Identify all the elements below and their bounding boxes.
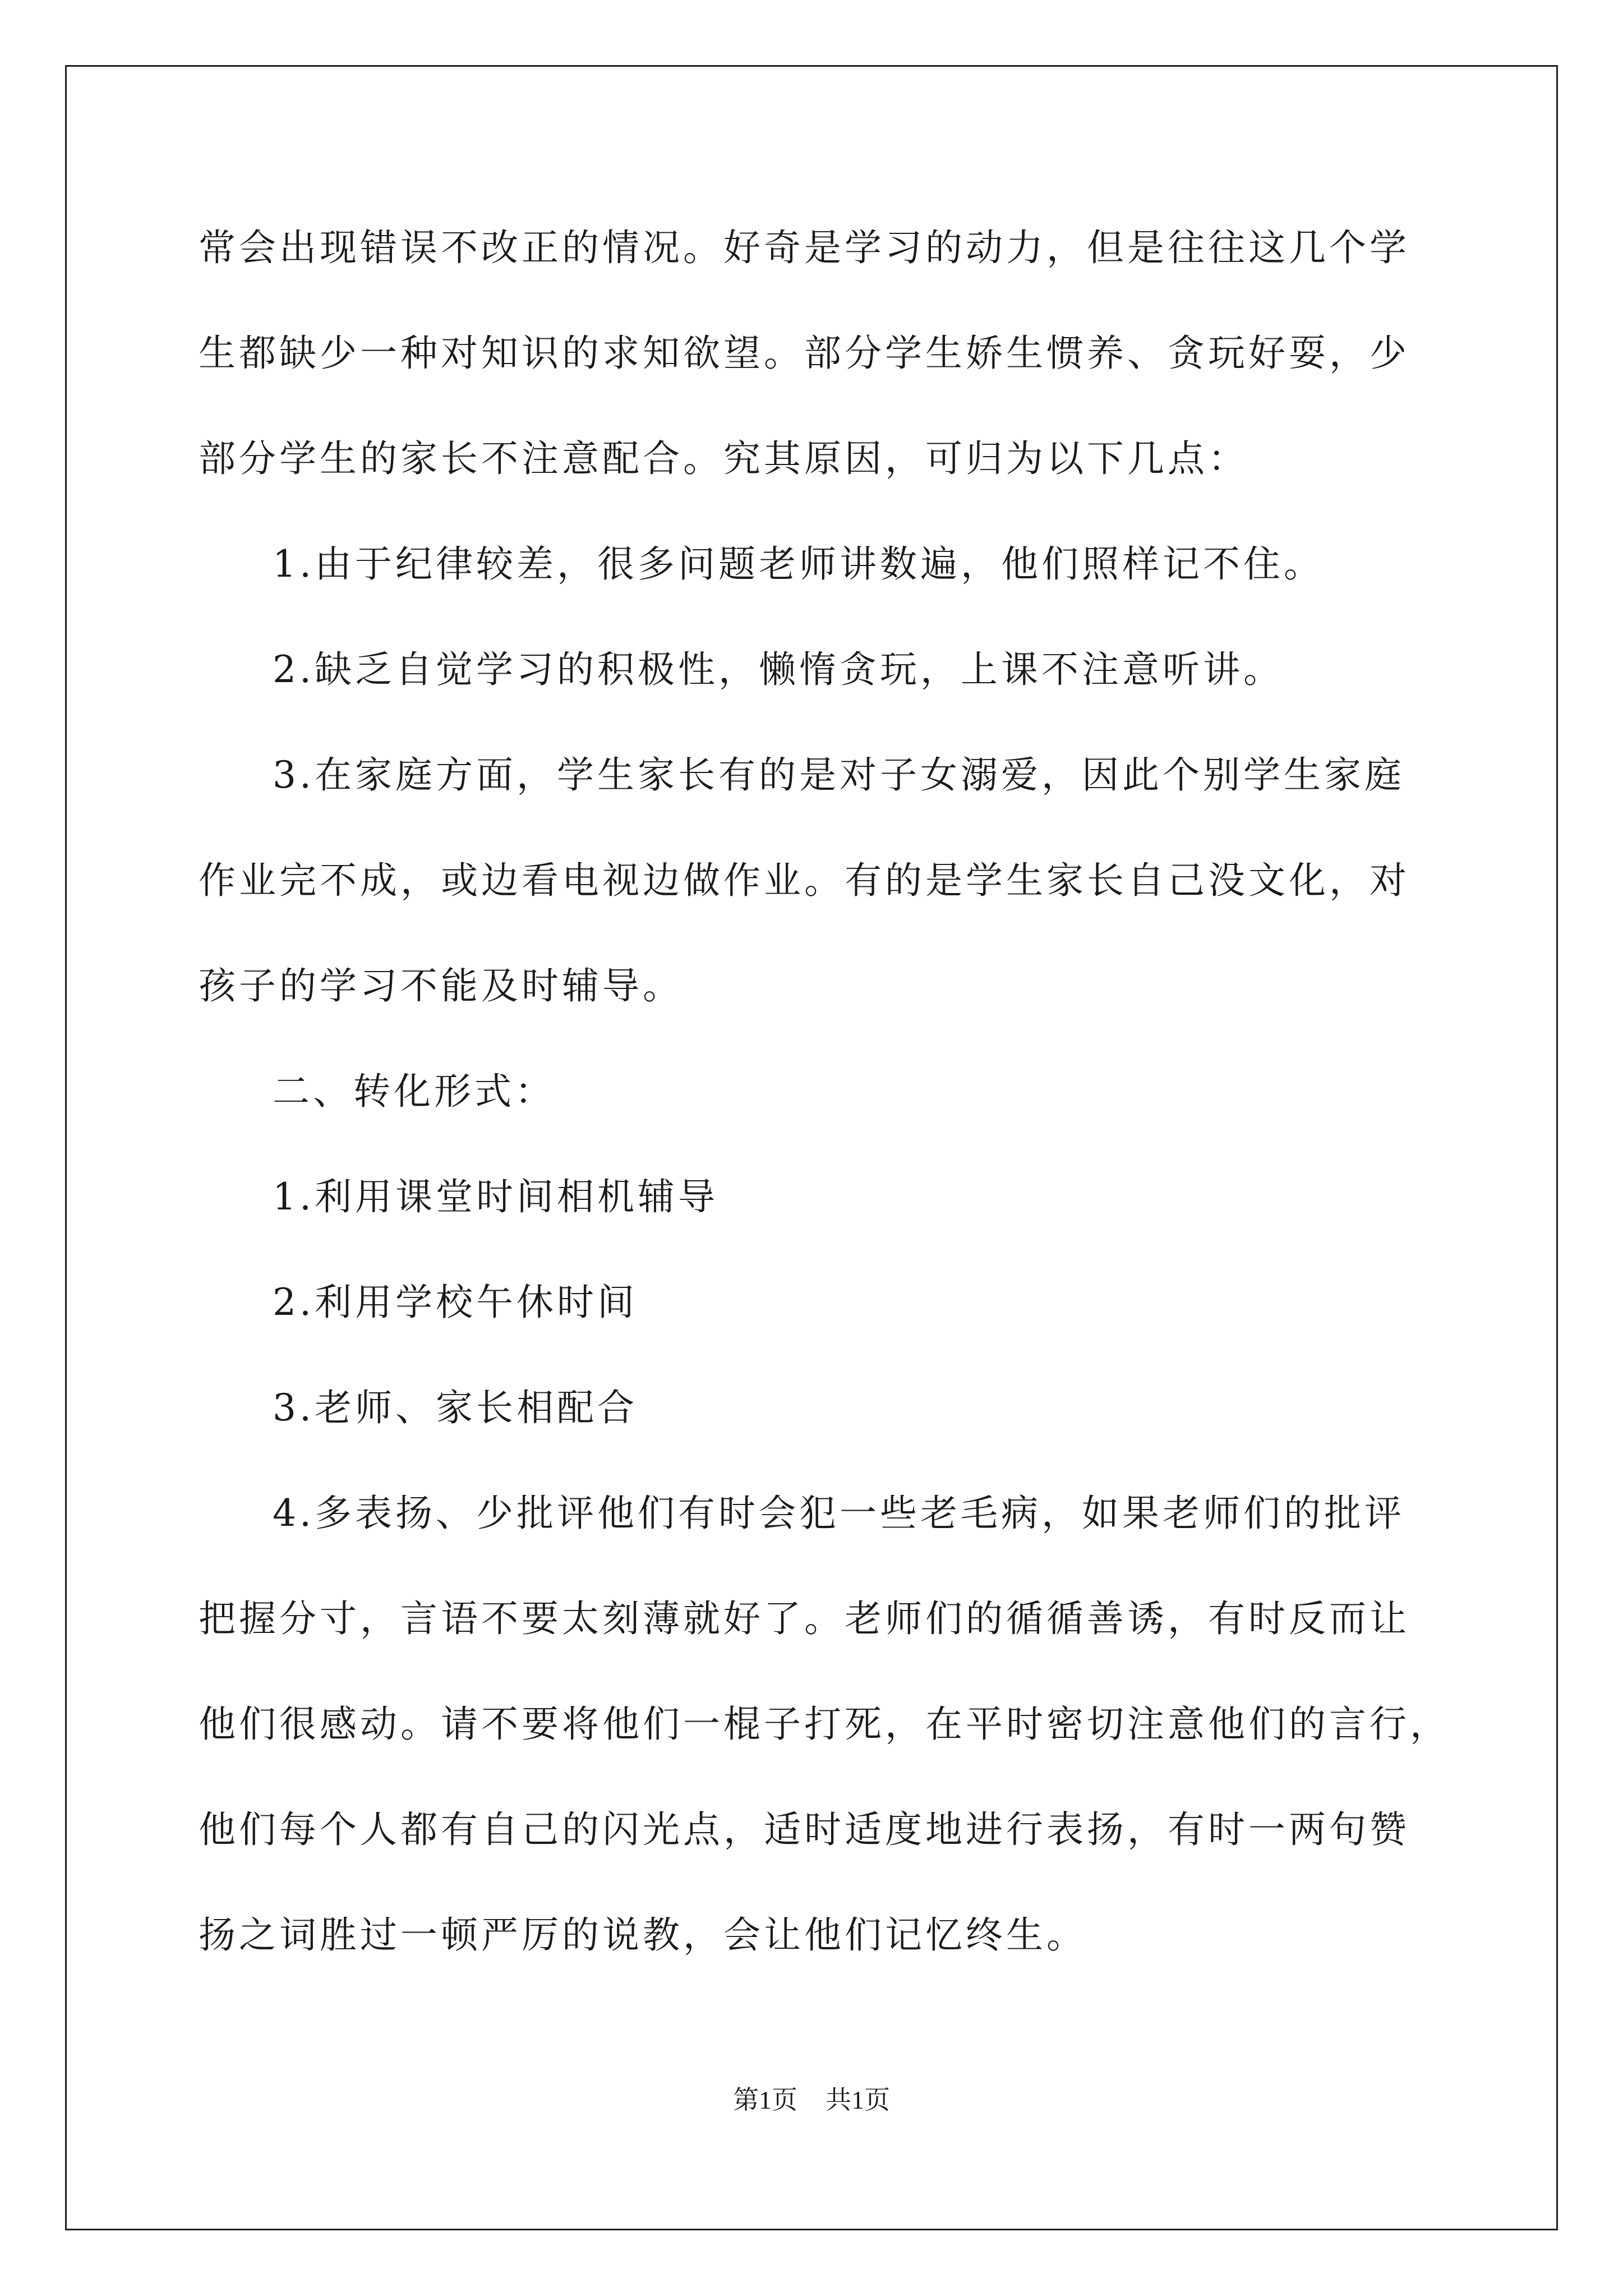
page-number: 第1页	[733, 2086, 797, 2114]
paragraph-line: 孩子的学习不能及时辅导。	[199, 964, 683, 1007]
paragraph-line: 生都缺少一种对知识的求知欲望。部分学生娇生惯养、贪玩好耍，少	[199, 332, 1410, 375]
list-item-2: 2.利用学校午休时间	[273, 1281, 638, 1324]
list-item-2: 2.缺乏自觉学习的积极性，懒惰贪玩，上课不注意听讲。	[273, 648, 1284, 691]
page-footer	[0, 2083, 1623, 2117]
section-heading: 二、转化形式：	[273, 1070, 555, 1113]
list-item-3: 3.老师、家长相配合	[273, 1386, 638, 1429]
paragraph-line: 他们每个人都有自己的闪光点，适时适度地进行表扬，有时一两句赞	[199, 1808, 1410, 1851]
paragraph-line: 他们很感动。请不要将他们一棍子打死，在平时密切注意他们的言行，	[199, 1703, 1450, 1746]
paragraph-line: 扬之词胜过一顿严厉的说教，会让他们记忆终生。	[199, 1913, 1087, 1957]
paragraph-line: 部分学生的家长不注意配合。究其原因，可归为以下几点：	[199, 437, 1248, 480]
page-total: 共1页	[826, 2086, 890, 2114]
paragraph-line: 常会出现错误不改正的情况。好奇是学习的动力，但是往往这几个学	[199, 226, 1410, 269]
paragraph-line: 作业完不成，或边看电视边做作业。有的是学生家长自己没文化，对	[199, 859, 1410, 902]
paragraph-line: 把握分寸，言语不要太刻薄就好了。老师们的循循善诱，有时反而让	[199, 1597, 1410, 1640]
list-item-3: 3.在家庭方面，学生家长有的是对子女溺爱，因此个别学生家庭	[273, 753, 1405, 797]
list-item-1: 1.由于纪律较差，很多问题老师讲数遍，他们照样记不住。	[273, 542, 1324, 586]
list-item-4: 4.多表扬、少批评他们有时会犯一些老毛病，如果老师们的批评	[273, 1492, 1405, 1535]
list-item-1: 1.利用课堂时间相机辅导	[273, 1175, 718, 1218]
document-body	[199, 209, 1450, 2001]
